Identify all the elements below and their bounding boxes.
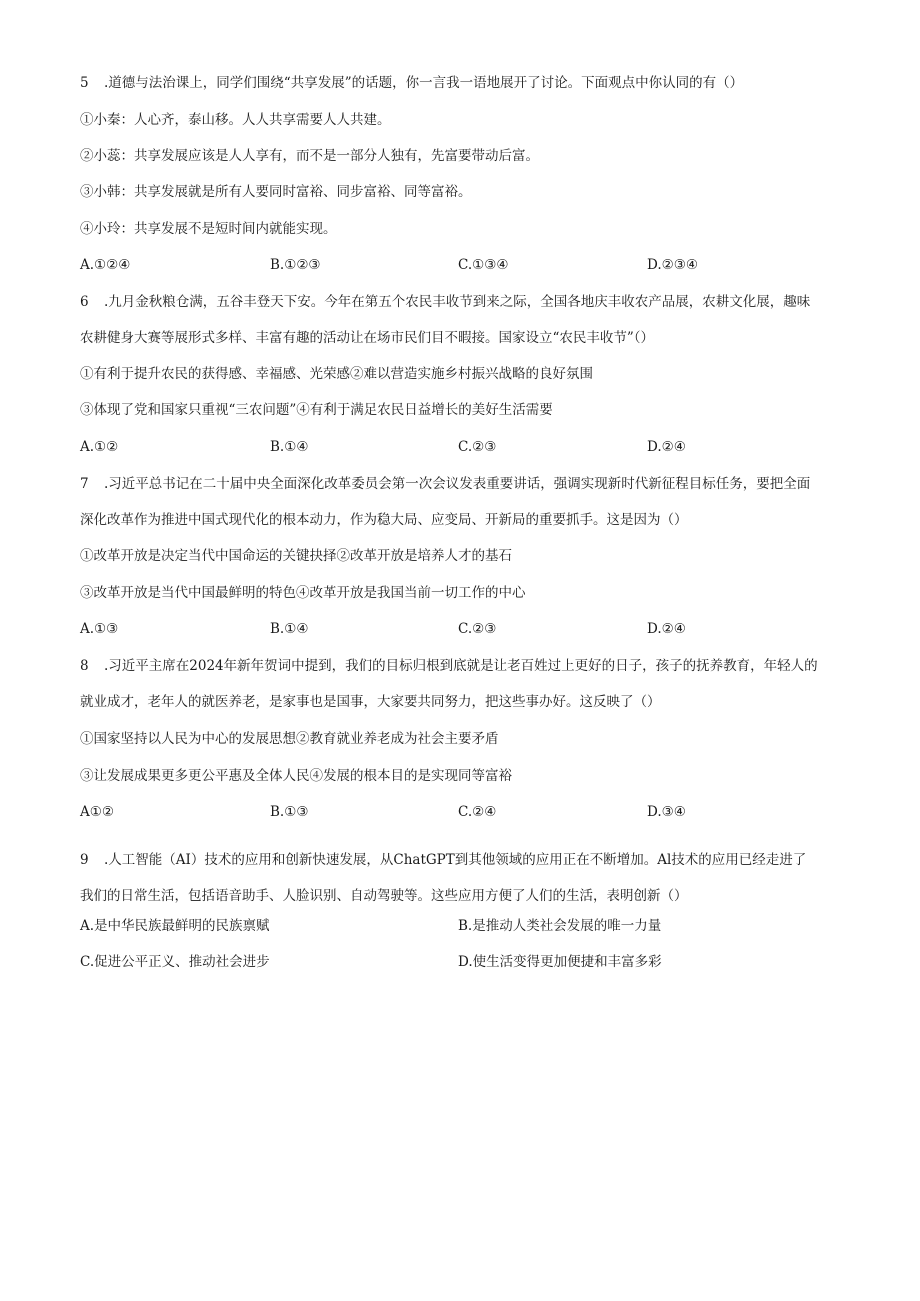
question-text: .道德与法治课上，同学们围绕“共享发展”的话题，你一言我一语地展开了讨论。下面观点中你认同的有（）: [104, 75, 744, 91]
question-7-options: [0, 619, 920, 639]
question-7-stem: [80, 474, 840, 494]
question-5-statement-2: ②小蕊：共享发展应该是人人享有，而不是一部分人独有，先富要带动后富。: [80, 148, 539, 164]
question-text: .人工智能（AI）技术的应用和创新快速发展，从ChatGPT到其他领域的应用正在不断增加。Al技术的应用已经走进了: [104, 852, 807, 868]
option-d[interactable]: D.②③④: [647, 257, 698, 273]
question-text: .九月金秋粮仓满，五谷丰登天下安。今年在第五个农民丰收节到来之际，全国各地庆丰收农产品展，农耕文化展，趣味: [104, 294, 811, 310]
question-9-stem-continued: 我们的日常生活，包括语音助手、人脸识别、自动驾驶等。这些应用方便了人们的生活，表明创新（）: [80, 888, 688, 904]
question-5-options: [0, 255, 920, 275]
option-a[interactable]: A.是中华民族最鲜明的民族禀赋: [80, 918, 270, 934]
option-d[interactable]: D.③④: [647, 804, 686, 820]
question-6-stem: [80, 292, 840, 312]
option-b[interactable]: B.①④: [270, 439, 309, 455]
option-a[interactable]: A①②: [80, 804, 114, 820]
option-b[interactable]: B.①②③: [270, 257, 321, 273]
question-number: 9: [80, 852, 89, 868]
question-8-statements-2: ③让发展成果更多更公平惠及全体人民④发展的根本目的是实现同等富裕: [80, 768, 512, 784]
question-text: .习近平主席在2024年新年贺词中提到，我们的目标归根到底就是让老百姓过上更好的日子，孩子的抚养教育，年轻人的: [104, 658, 818, 674]
question-8-options: [0, 802, 920, 822]
question-6-statements-1: ①有利于提升农民的获得感、幸福感、光荣感②难以营造实施乡村振兴战略的良好氛围: [80, 366, 593, 382]
question-text: .习近平总书记在二十届中央全面深化改革委员会第一次会议发表重要讲话，强调实现新时代新征程目标任务，要把全面: [104, 476, 811, 492]
question-5-statement-4: ④小玲：共享发展不是短时间内就能实现。: [80, 221, 337, 237]
question-8-stem-continued: 就业成才，老年人的就医养老，是家事也是国事，大家要共同努力，把这些事办好。这反映了（）: [80, 694, 661, 710]
question-5-statement-3: ③小韩：共享发展就是所有人要同时富裕、同步富裕、同等富裕。: [80, 184, 472, 200]
option-c[interactable]: C.②④: [458, 804, 497, 820]
question-5-stem: [80, 73, 840, 93]
question-number: 5: [80, 75, 89, 91]
option-b[interactable]: B.是推动人类社会发展的唯一力量: [458, 918, 662, 934]
option-a[interactable]: A.①②: [80, 439, 119, 455]
question-7-statements-1: ①改革开放是决定当代中国命运的关键抉择②改革开放是培养人才的基石: [80, 548, 512, 564]
option-c[interactable]: C.促进公平正义、推动社会进步: [80, 954, 270, 970]
question-9-stem: [80, 850, 840, 870]
question-7-statements-2: ③改革开放是当代中国最鲜明的特色④改革开放是我国当前一切工作的中心: [80, 585, 526, 601]
option-b[interactable]: B.①④: [270, 621, 309, 637]
option-d[interactable]: D.②④: [647, 621, 686, 637]
question-number: 8: [80, 658, 89, 674]
question-8-stem: [80, 656, 840, 676]
question-5-statement-1: ①小秦：人心齐，泰山移。人人共享需要人人共建。: [80, 112, 391, 128]
option-c[interactable]: C.②③: [458, 439, 497, 455]
option-c[interactable]: C.②③: [458, 621, 497, 637]
option-b[interactable]: B.①③: [270, 804, 309, 820]
question-number: 6: [80, 294, 89, 310]
question-8-statements-1: ①国家坚持以人民为中心的发展思想②教育就业养老成为社会主要矛盾: [80, 731, 499, 747]
question-7-stem-continued: 深化改革作为推进中国式现代化的根本动力，作为稳大局、应变局、开新局的重要抓手。这是因为（）: [80, 512, 688, 528]
question-number: 7: [80, 476, 89, 492]
option-d[interactable]: D.②④: [647, 439, 686, 455]
question-9-options-row-1: [0, 916, 920, 936]
option-a[interactable]: A.①②④: [80, 257, 131, 273]
question-6-statements-2: ③体现了党和国家只重视“三农问题”④有利于满足农民日益增长的美好生活需要: [80, 402, 553, 418]
question-9-options-row-2: [0, 952, 920, 972]
question-6-options: [0, 437, 920, 457]
question-6-stem-continued: 农耕健身大赛等展形式多样、丰富有趣的活动让在场市民们目不暇接。国家设立“农民丰收节”（）: [80, 330, 655, 346]
option-c[interactable]: C.①③④: [458, 257, 509, 273]
option-a[interactable]: A.①③: [80, 621, 119, 637]
option-d[interactable]: D.使生活变得更加便捷和丰富多彩: [458, 954, 662, 970]
